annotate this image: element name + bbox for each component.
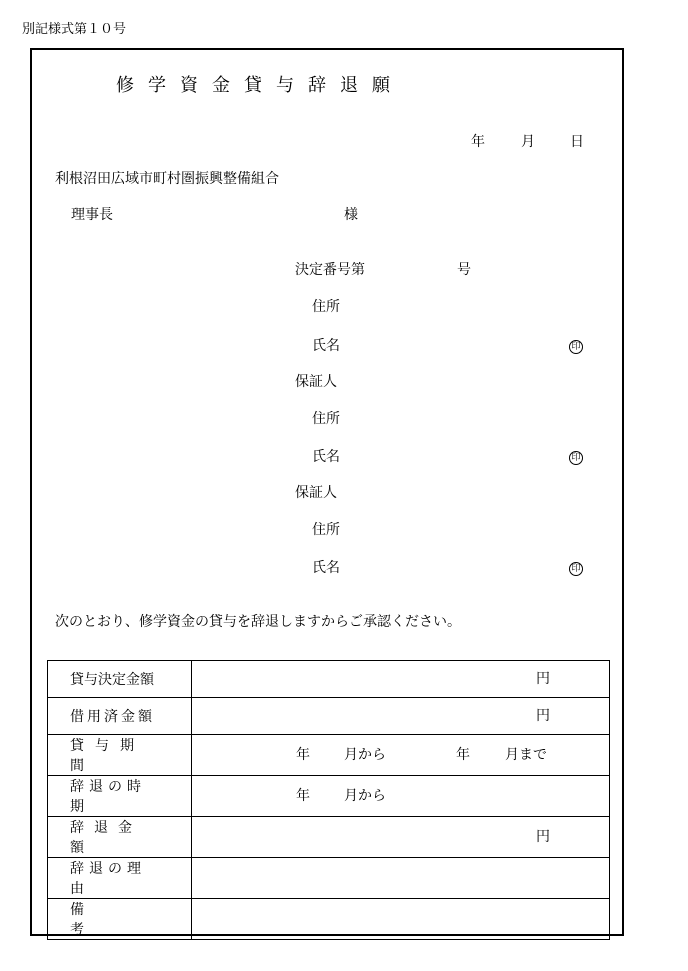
decision-number-suffix: 号 [457,262,471,278]
table-row [48,661,610,698]
table-row [48,858,610,899]
applicant-seal-mark: 印 [569,340,583,354]
guarantor-2-name-label: 氏名 [312,560,340,576]
period-from-month: 月から [344,747,386,763]
applicant-name-label: 氏名 [312,338,340,354]
table-row [48,776,610,817]
statement-text: 次のとおり、修学資金の貸与を辞退しますからご承認ください。 [55,614,461,630]
row-label-withdrawal-amount: 辞退金額 [70,820,142,856]
table-row [48,899,610,940]
table-row [48,735,610,776]
withdrawal-amount-field[interactable] [192,817,610,858]
borrowed-amount-field[interactable] [192,698,610,735]
guarantor-1-address-label: 住所 [312,411,340,427]
form-number: 別記様式第１０号 [22,22,127,37]
yen-unit: 円 [536,829,550,845]
form-title: 修学資金貸与辞退願 [116,75,404,96]
date-month-label: 月 [521,134,535,150]
loan-period-field[interactable] [192,735,610,776]
recipient-honorific: 様 [344,207,358,223]
guarantor-1-label: 保証人 [295,374,337,390]
row-label-withdrawal-reason: 辞退の理由 [70,861,146,897]
guarantor-2-seal-mark: 印 [569,562,583,576]
decided-amount-field[interactable] [192,661,610,698]
recipient-organization: 利根沼田広域市町村圏振興整備組合 [55,171,279,187]
period-to-year: 年 [456,747,470,763]
timing-from-month: 月から [344,788,386,804]
row-label-borrowed-amount: 借用済金額 [70,709,155,725]
withdrawal-reason-field[interactable] [192,858,610,899]
guarantor-1-seal-mark: 印 [569,451,583,465]
withdrawal-timing-field[interactable] [192,776,610,817]
timing-from-year: 年 [296,788,310,804]
guarantor-2-label: 保証人 [295,485,337,501]
yen-unit: 円 [536,708,550,724]
row-label-withdrawal-timing: 辞退の時期 [70,779,146,815]
remarks-field[interactable] [192,899,610,940]
withdrawal-details-table [47,660,610,940]
table-row [48,817,610,858]
date-year-label: 年 [471,134,485,150]
row-label-loan-period: 貸与期間 [70,738,145,774]
period-from-year: 年 [296,747,310,763]
period-to-month: 月まで [505,747,547,763]
guarantor-1-name-label: 氏名 [312,449,340,465]
recipient-role: 理事長 [71,207,113,223]
yen-unit: 円 [536,671,550,687]
table-row [48,698,610,735]
row-label-decided-amount: 貸与決定金額 [70,672,154,688]
row-label-remarks: 備考 [70,902,148,938]
decision-number-label: 決定番号第 [295,262,365,278]
applicant-address-label: 住所 [312,299,340,315]
guarantor-2-address-label: 住所 [312,522,340,538]
date-day-label: 日 [570,134,584,150]
